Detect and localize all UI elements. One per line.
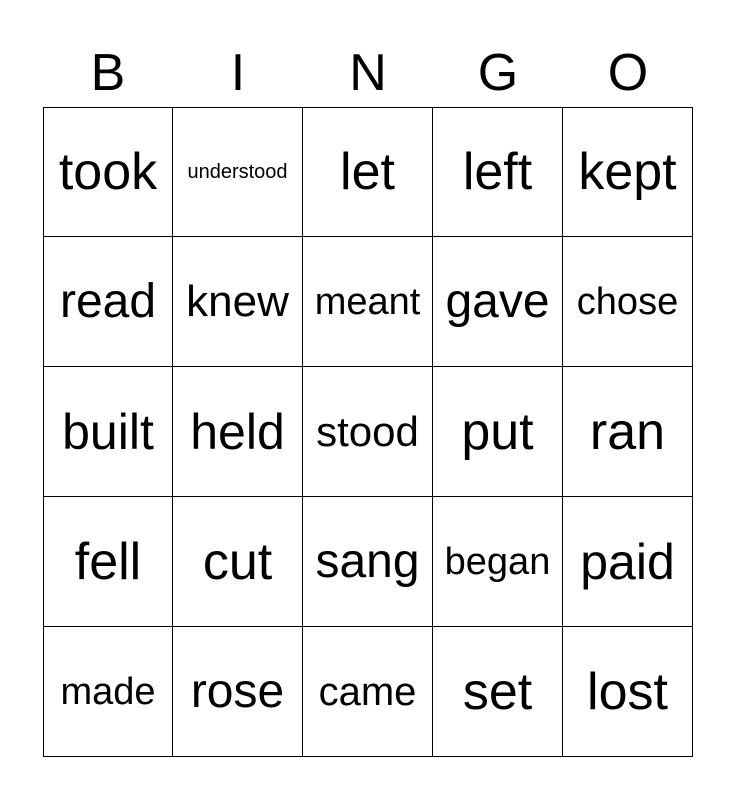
bingo-cell[interactable]: built (43, 367, 173, 497)
bingo-cell[interactable]: put (433, 367, 563, 497)
bingo-cell[interactable]: left (433, 107, 563, 237)
bingo-cell[interactable]: sang (303, 497, 433, 627)
bingo-cell[interactable]: made (43, 627, 173, 757)
header-letter-g: G (477, 44, 519, 102)
bingo-cell[interactable]: held (173, 367, 303, 497)
bingo-cell[interactable]: stood (303, 367, 433, 497)
bingo-cell[interactable]: ran (563, 367, 693, 497)
bingo-cell[interactable]: lost (563, 627, 693, 757)
bingo-cell[interactable]: chose (563, 237, 693, 367)
bingo-header (43, 40, 693, 106)
bingo-grid (43, 107, 693, 757)
bingo-cell[interactable]: set (433, 627, 563, 757)
bingo-cell[interactable]: cut (173, 497, 303, 627)
bingo-cell[interactable]: paid (563, 497, 693, 627)
bingo-cell[interactable]: read (43, 237, 173, 367)
bingo-cell[interactable]: meant (303, 237, 433, 367)
bingo-cell[interactable]: began (433, 497, 563, 627)
bingo-cell[interactable]: took (43, 107, 173, 237)
bingo-cell[interactable]: knew (173, 237, 303, 367)
bingo-cell[interactable]: fell (43, 497, 173, 627)
bingo-cell[interactable]: understood (173, 107, 303, 237)
bingo-cell[interactable]: gave (433, 237, 563, 367)
header-letter-b: B (90, 44, 126, 102)
header-letter-i: I (230, 44, 246, 102)
header-letter-n: N (349, 44, 387, 102)
bingo-cell[interactable]: let (303, 107, 433, 237)
header-letter-o: O (607, 44, 649, 102)
bingo-cell[interactable]: kept (563, 107, 693, 237)
bingo-cell[interactable]: rose (173, 627, 303, 757)
bingo-cell[interactable]: came (303, 627, 433, 757)
